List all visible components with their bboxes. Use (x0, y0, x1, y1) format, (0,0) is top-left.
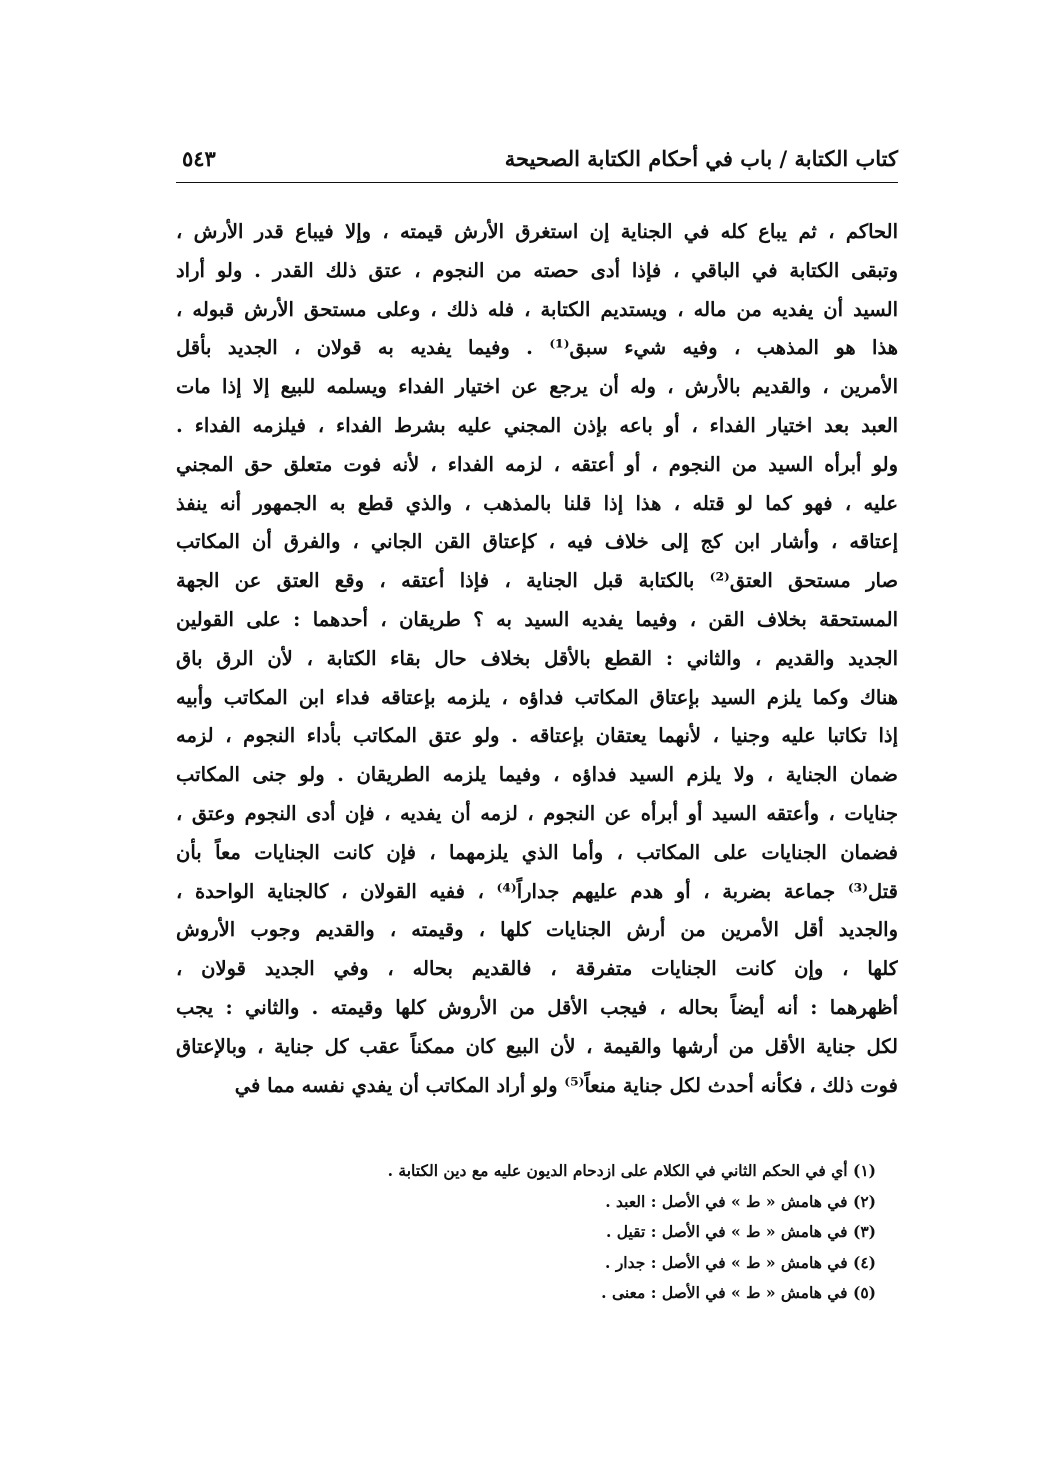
text-line: المستحقة بخلاف القن ، وفيما يفديه السيد به ؟ طريقان ، أحدهما : على القولين (176, 607, 898, 631)
text-line: إذا تكاتبا عليه وجنيا ، لأنهما يعتقان بإعتاقه . ولو عتق المكاتب بأداء النجوم ، لزمه (176, 724, 898, 748)
text-line: إعتاقه ، وأشار ابن كج إلى خلاف فيه ، كإعتاق القن الجاني ، والفرق أن المكاتب (176, 530, 898, 554)
text-line: أظهرهما : أنه أيضاً بحاله ، فيجب الأقل من الأروش كلها وقيمته . والثاني : يجب (176, 995, 898, 1019)
text-line: فضمان الجنايات على المكاتب ، وأما الذي يلزمهما ، فإن كانت الجنايات معاً بأن (176, 840, 898, 864)
footnote: (١) أي في الحكم الثاني في الكلام على ازدحام الديون عليه مع دين الكتابة . (387, 1161, 876, 1180)
text-line: لكل جناية الأقل من أرشها والقيمة ، لأن البيع كان ممكناً عقب كل جناية ، وبالإعتاق (176, 1034, 898, 1058)
text-line: فوت ذلك ، فكأنه أحدث لكل جناية منعاً⁽⁵⁾ ولو أراد المكاتب أن يفدي نفسه مما في (234, 1073, 898, 1097)
footnote: (٣) في هامش « ط » في الأصل : تقيل . (605, 1222, 876, 1241)
text-line: الجديد والقديم ، والثاني : القطع بالأقل بخلاف حال بقاء الكتابة ، لأن الرق باق (176, 646, 898, 670)
page-header (176, 142, 898, 183)
text-line: ضمان الجناية ، ولا يلزم السيد فداؤه ، وفيما يلزمه الطريقان . ولو جنى المكاتب (176, 763, 898, 787)
footnote: (٤) في هامش « ط » في الأصل : جدار . (605, 1252, 876, 1272)
text-line: هناك وكما يلزم السيد بإعتاق المكاتب فداؤه ، يلزمه بإعتاقه فداء ابن المكاتب وأبيه (176, 685, 898, 709)
text-line: كلها ، وإن كانت الجنايات متفرقة ، فالقديم بحاله ، وفي الجديد قولان ، (176, 957, 898, 981)
footnote: (٢) في هامش « ط » في الأصل : العبد . (605, 1191, 876, 1211)
body-text (176, 213, 898, 1105)
text-line: والجديد أقل الأمرين من أرش الجنايات كلها ، وقيمته ، والقديم وجوب الأروش (176, 918, 898, 942)
footnotes (176, 1156, 898, 1309)
text-line: جنايات ، وأعتقه السيد أو أبرأه عن النجوم ، لزمه أن يفديه ، فإن أدى النجوم وعتق ، (176, 801, 898, 825)
footnote: (٥) في هامش « ط » في الأصل : معنى . (601, 1283, 876, 1302)
text-line: وتبقى الكتابة في الباقي ، فإذا أدى حصته من النجوم ، عتق ذلك القدر . ولو أراد (176, 258, 898, 282)
text-line: السيد أن يفديه من ماله ، ويستديم الكتابة ، فله ذلك ، وعلى مستحق الأرش قبوله ، (176, 297, 898, 321)
text-line: قتل⁽³⁾ جماعة بضربة ، أو هدم عليهم جداراً⁽⁴⁾ ، ففيه القولان ، كالجناية الواحدة ، (176, 879, 898, 903)
text-line: ولو أبرأه السيد من النجوم ، أو أعتقه ، لزمه الفداء ، لأنه فوت متعلق حق المجني (176, 452, 898, 476)
page-number: ٥٤٣ (182, 146, 216, 171)
running-title: كتاب الكتابة / باب في أحكام الكتابة الصحيحة (504, 146, 898, 171)
text-line: هذا هو المذهب ، وفيه شيء سبق⁽¹⁾ . وفيما يفديه به قولان ، الجديد بأقل (176, 336, 898, 360)
text-line: صار مستحق العتق⁽²⁾ بالكتابة قبل الجناية ، فإذا أعتقه ، وقع العتق عن الجهة (176, 569, 898, 593)
text-line: عليه ، فهو كما لو قتله ، هذا إذا قلنا بالمذهب ، والذي قطع به الجمهور أنه ينفذ (176, 491, 898, 515)
text-line: الحاكم ، ثم يباع كله في الجناية إن استغرق الأرش قيمته ، وإلا فيباع قدر الأرش ، (176, 220, 898, 243)
text-line: العبد بعد اختيار الفداء ، أو باعه بإذن المجني عليه بشرط الفداء ، فيلزمه الفداء . (176, 413, 898, 437)
text-line: الأمرين ، والقديم بالأرش ، وله أن يرجع عن اختيار الفداء ويسلمه للبيع إلا إذا مات (176, 375, 898, 399)
